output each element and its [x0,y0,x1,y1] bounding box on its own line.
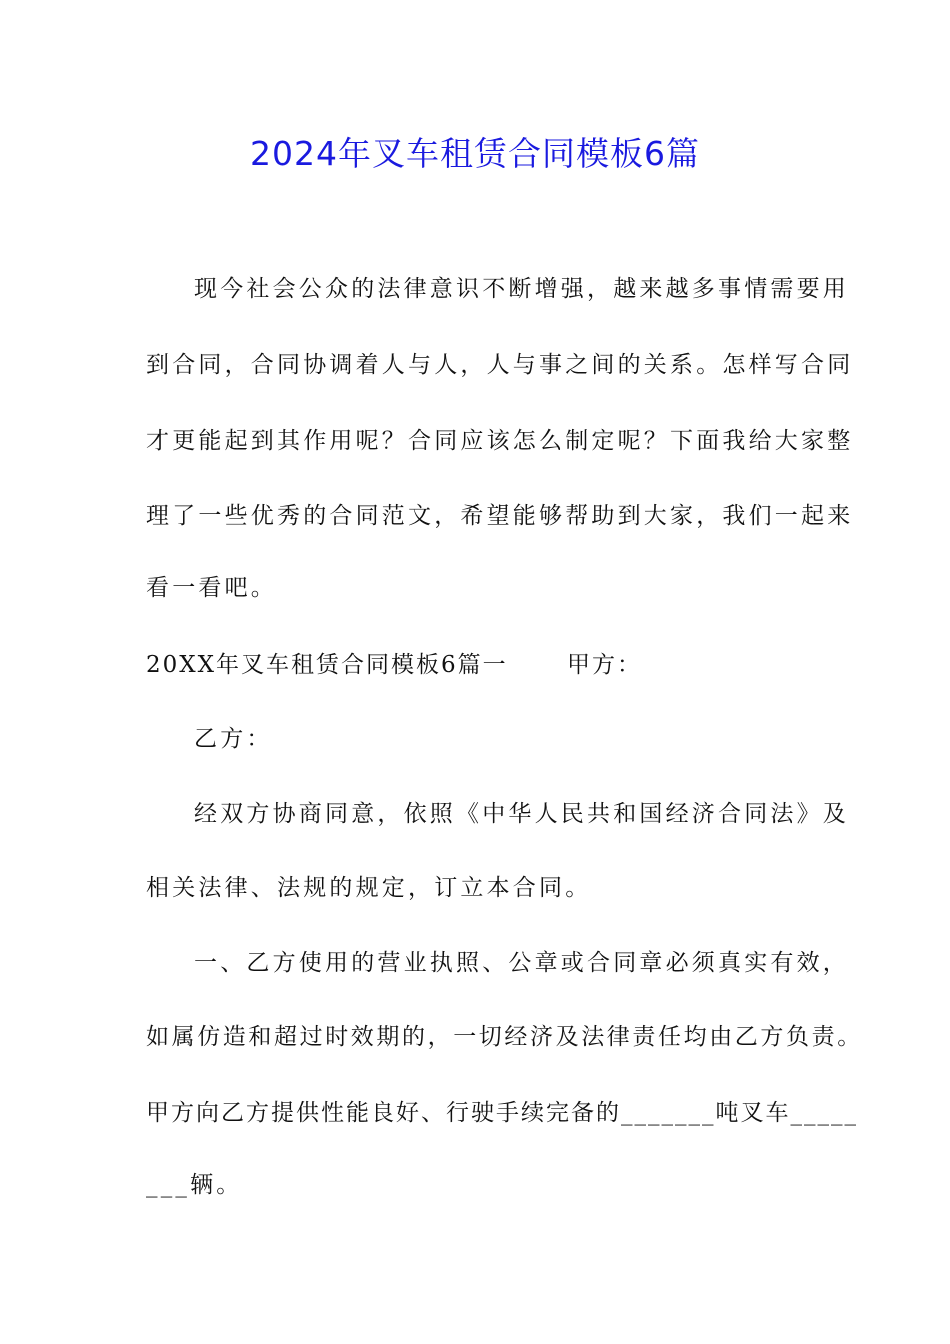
paragraph-line: 经双方协商同意，依照《中华人民共和国经济合同法》及 [194,801,849,827]
paragraph-line: 乙方： [194,726,273,752]
paragraph-line: 看一看吧。 [146,575,277,601]
paragraph-line: 相关法律、法规的规定，订立本合同。 [146,875,592,901]
paragraph-line: 如属仿造和超过时效期的，一切经济及法律责任均由乙方负责。 [146,1024,863,1050]
paragraph-line: ___辆。 [146,1172,243,1198]
paragraph-line: 现今社会公众的法律意识不断增强，越来越多事情需要用 [194,276,849,302]
paragraph-line: 理了一些优秀的合同范文，希望能够帮助到大家，我们一起来 [146,503,854,529]
paragraph-line: 甲方向乙方提供性能良好、行驶手续完备的_______吨叉车_____ [146,1100,858,1126]
paragraph-line: 才更能起到其作用呢？合同应该怎么制定呢？下面我给大家整 [146,428,854,454]
paragraph-line: 一、乙方使用的营业执照、公章或合同章必须真实有效， [194,950,849,976]
section-heading: 20XX年叉车租赁合同模板6篇一 甲方： [146,652,642,678]
paragraph-line: 到合同，合同协调着人与人，人与事之间的关系。怎样写合同 [146,352,854,378]
document-title: 2024年叉车租赁合同模板6篇 [250,134,700,173]
